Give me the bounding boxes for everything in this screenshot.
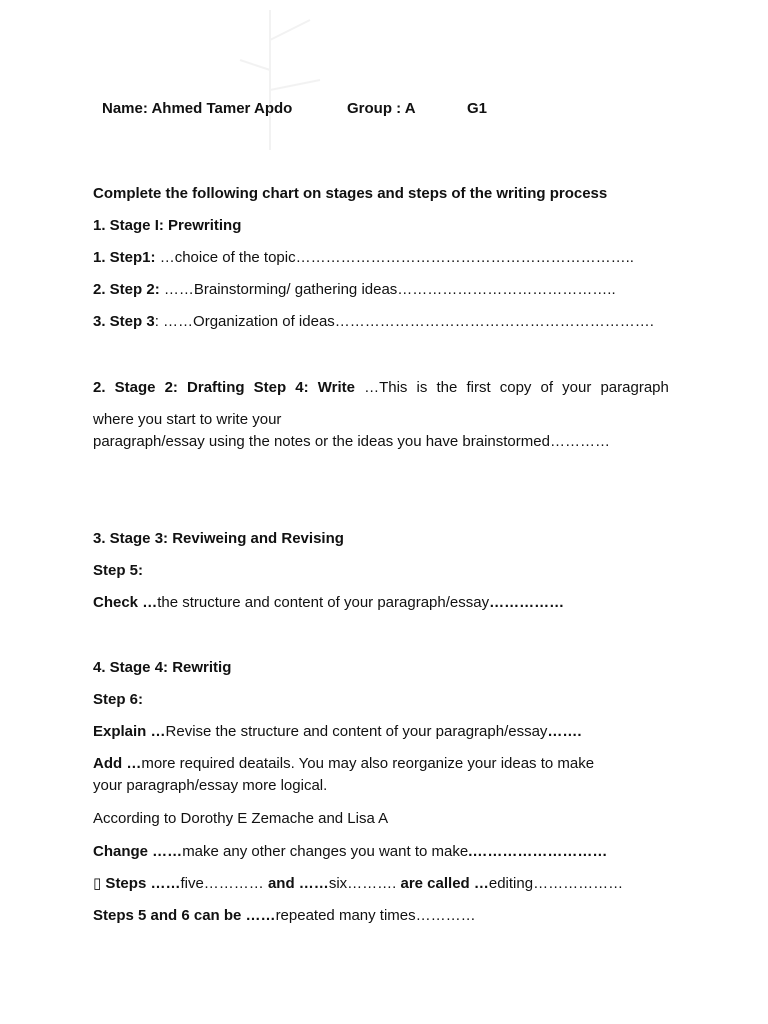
- explain-label: Explain …: [93, 723, 166, 740]
- stage2-word: 4:: [295, 379, 309, 396]
- steps-and: and ……: [263, 875, 329, 892]
- stage2-line1: [93, 378, 669, 398]
- stage2-word: copy: [499, 379, 532, 396]
- stage1-step2: [93, 280, 616, 300]
- stage2-word: Step: [253, 379, 287, 396]
- stage4-repeat: [93, 906, 476, 926]
- step1-label: 1. Step1:: [93, 249, 156, 266]
- change-label: Change ……: [93, 843, 183, 860]
- group-code: G1: [467, 100, 488, 117]
- steps-called: are called …: [396, 875, 489, 892]
- stage2-word: of: [540, 379, 554, 396]
- stage4-step: Step 6:: [93, 691, 144, 708]
- stage2-line2: where you start to write your: [93, 411, 282, 428]
- placeholder-box-icon: ▯: [93, 875, 102, 892]
- step3-label: 3. Step 3: [93, 313, 155, 330]
- steps-five: five…………: [180, 875, 264, 892]
- stage1-step3: [93, 312, 654, 332]
- explain-dots: …….: [547, 723, 582, 740]
- instruction-heading: Complete the following chart on stages and steps of the writing process: [93, 185, 608, 202]
- change-dots: .………………………: [468, 843, 608, 860]
- stage4-add-cont: your paragraph/essay more logical.: [93, 777, 328, 794]
- step2-text: ……Brainstorming/ gathering ideas……………………………………..: [159, 281, 616, 298]
- stage2-word: Write: [317, 379, 355, 396]
- student-name: Name: Ahmed Tamer Apdo: [102, 100, 293, 117]
- stage2-word: Drafting: [187, 379, 245, 396]
- stage4-change: [93, 842, 607, 862]
- steps-editing: editing………………: [488, 875, 624, 892]
- stage2-word: first: [466, 379, 491, 396]
- stage1-title: 1. Stage I: Prewriting: [93, 217, 242, 234]
- stage2-word: your: [562, 379, 592, 396]
- stage3-step: Step 5:: [93, 562, 144, 579]
- step2-label: 2. Step 2:: [93, 281, 160, 298]
- step3-text: : ……Organization of ideas……………………………………………………….: [154, 313, 654, 330]
- stage2-word: is: [416, 379, 428, 396]
- change-text: make any other changes you want to make: [182, 843, 469, 860]
- repeat-text: repeated many times…………: [275, 907, 476, 924]
- stage2-word: 2.: [93, 379, 106, 396]
- explain-text: Revise the structure and content of your paragraph/essay: [165, 723, 548, 740]
- add-label: Add …: [93, 755, 142, 772]
- stage3-check: [93, 593, 564, 613]
- stage2-word: Stage: [114, 379, 156, 396]
- step1-text: …choice of the topic…………………………………………………………..: [155, 249, 634, 266]
- stage4-according: According to Dorothy E Zemache and Lisa A: [93, 810, 389, 827]
- stage2-word: paragraph: [600, 379, 669, 396]
- stage4-add: [93, 754, 594, 774]
- repeat-label: Steps 5 and 6 can be ……: [93, 907, 276, 924]
- steps-label: Steps ……: [101, 875, 181, 892]
- stage4-explain: [93, 722, 582, 742]
- stage1-step1: [93, 248, 634, 268]
- group-label: Group : A: [347, 100, 416, 117]
- stage2-word: the: [436, 379, 458, 396]
- check-dots: ……………: [489, 594, 565, 611]
- stage2-word: …This: [364, 379, 408, 396]
- stage2-line3: paragraph/essay using the notes or the ideas you have brainstormed…………: [93, 433, 610, 450]
- add-text-1: more required deatails. You may also reorganize your ideas to make: [141, 755, 595, 772]
- stage2-word: 2:: [164, 379, 178, 396]
- steps-six: six……….: [328, 875, 397, 892]
- check-label: Check …: [93, 594, 158, 611]
- stage3-title: 3. Stage 3: Reviweing and Revising: [93, 530, 344, 547]
- faint-background-mark: [200, 0, 360, 160]
- stage4-title: 4. Stage 4: Rewritig: [93, 659, 232, 676]
- stage4-steps-editing: [93, 874, 623, 894]
- check-text: the structure and content of your paragraph/essay: [157, 594, 490, 611]
